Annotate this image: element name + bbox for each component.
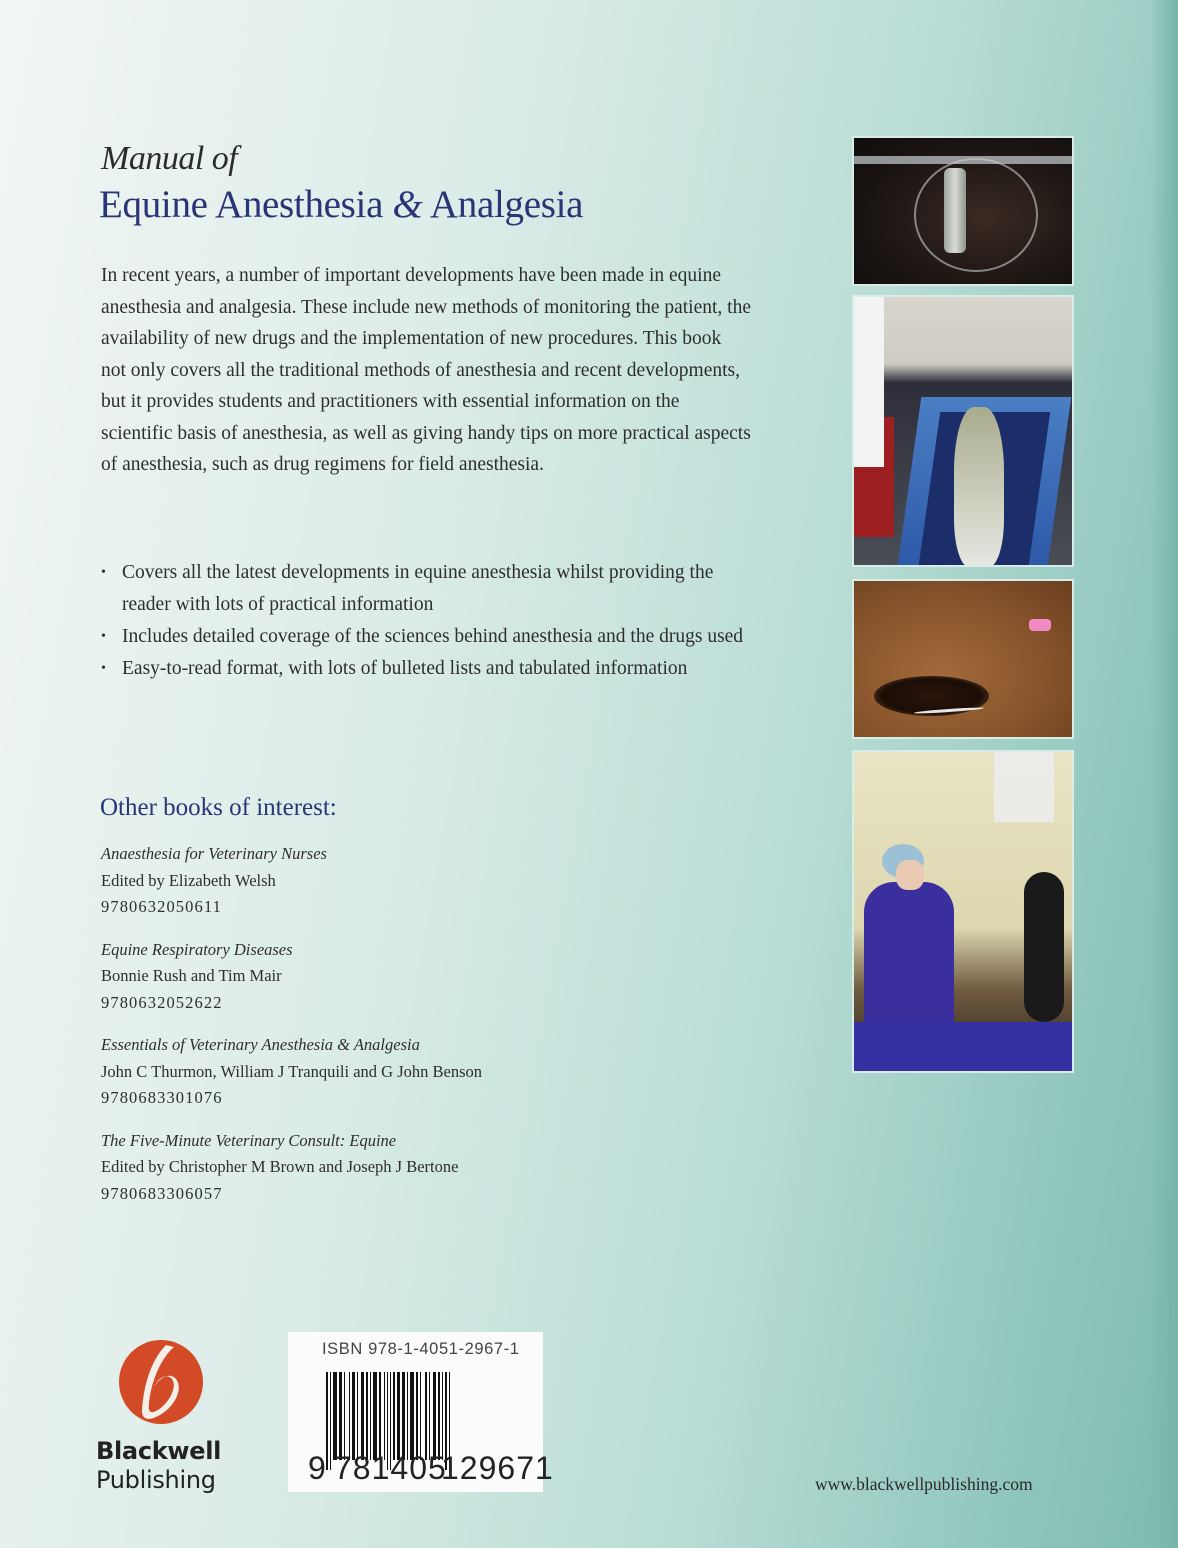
- related-book: [101, 1032, 601, 1112]
- syringe-on-horse-neck-photo: [852, 136, 1074, 286]
- horse-eye-catheter-photo: [852, 579, 1074, 739]
- blackwell-logo-icon: [118, 1339, 204, 1425]
- related-book: [101, 841, 601, 921]
- book-title: [99, 182, 583, 227]
- related-book: [101, 1128, 601, 1208]
- related-book-authors: Edited by Christopher M Brown and Joseph J Bertone: [101, 1157, 459, 1176]
- other-books-list: [101, 841, 601, 1223]
- barcode-bars: [326, 1372, 452, 1460]
- related-book-isbn: 9780683306057: [101, 1183, 223, 1203]
- related-book-isbn: 9780683301076: [101, 1088, 223, 1107]
- feature-bullet: • Easy-to-read format, with lots of bulleted lists and tabulated information: [101, 653, 751, 685]
- title-ampersand: &: [392, 183, 423, 226]
- publisher-subname: Publishing: [96, 1466, 216, 1494]
- other-books-heading: Other books of interest:: [100, 794, 337, 821]
- related-book-isbn: 9780632052622: [101, 992, 223, 1012]
- publisher-website: www.blackwellpublishing.com: [815, 1474, 1033, 1494]
- syringe-icon: [944, 168, 966, 253]
- feature-bullet: • Covers all the latest developments in equine anesthesia whilst providing the reader with lots of practical information: [101, 557, 751, 621]
- feature-bullet: • Includes detailed coverage of the sciences behind anesthesia and the drugs used: [101, 621, 751, 653]
- title-part-2: Analgesia: [422, 183, 584, 226]
- spine-edge-shading: [1150, 0, 1178, 1548]
- related-book-title: Essentials of Veterinary Anesthesia & Analgesia: [101, 1035, 420, 1054]
- related-book: [101, 937, 601, 1017]
- book-subtitle: Manual of: [101, 140, 238, 177]
- anesthetist-iv-fluids-photo: [852, 750, 1074, 1073]
- related-book-title: The Five-Minute Veterinary Consult: Equine: [101, 1130, 397, 1150]
- related-book-authors: Bonnie Rush and Tim Mair: [101, 966, 282, 985]
- related-book-authors: Edited by Elizabeth Welsh: [101, 870, 276, 890]
- related-book-title: Equine Respiratory Diseases: [101, 939, 293, 959]
- book-description: In recent years, a number of important developments have been made in equine anesthesia and analgesia. These include new methods of monitoring the patient, the availability of new drugs and the implementation of new procedures. This book not only covers all the traditional methods of anesthesia and recent developments, but it provides students and practitioners with essential information on the scientific basis of anesthesia, as well as giving handy tips on more practical aspects of anesthesia, such as drug regimens for field anesthesia.: [101, 265, 751, 475]
- publisher-name: Blackwell: [96, 1437, 222, 1465]
- related-book-authors: John C Thurmon, William J Tranquili and G John Benson: [101, 1061, 482, 1081]
- feature-bullet-list: [101, 557, 751, 685]
- title-part-1: Equine Anesthesia: [99, 183, 393, 226]
- isbn-barcode: ISBN 978-1-4051-2967-1 9 781405 129671: [288, 1332, 543, 1492]
- related-book-isbn: 9780632050611: [101, 897, 222, 916]
- related-book-title: Anaesthesia for Veterinary Nurses: [101, 844, 327, 863]
- horse-recovery-pool-photo: [852, 295, 1074, 567]
- isbn-label: ISBN 978-1-4051-2967-1: [322, 1340, 520, 1358]
